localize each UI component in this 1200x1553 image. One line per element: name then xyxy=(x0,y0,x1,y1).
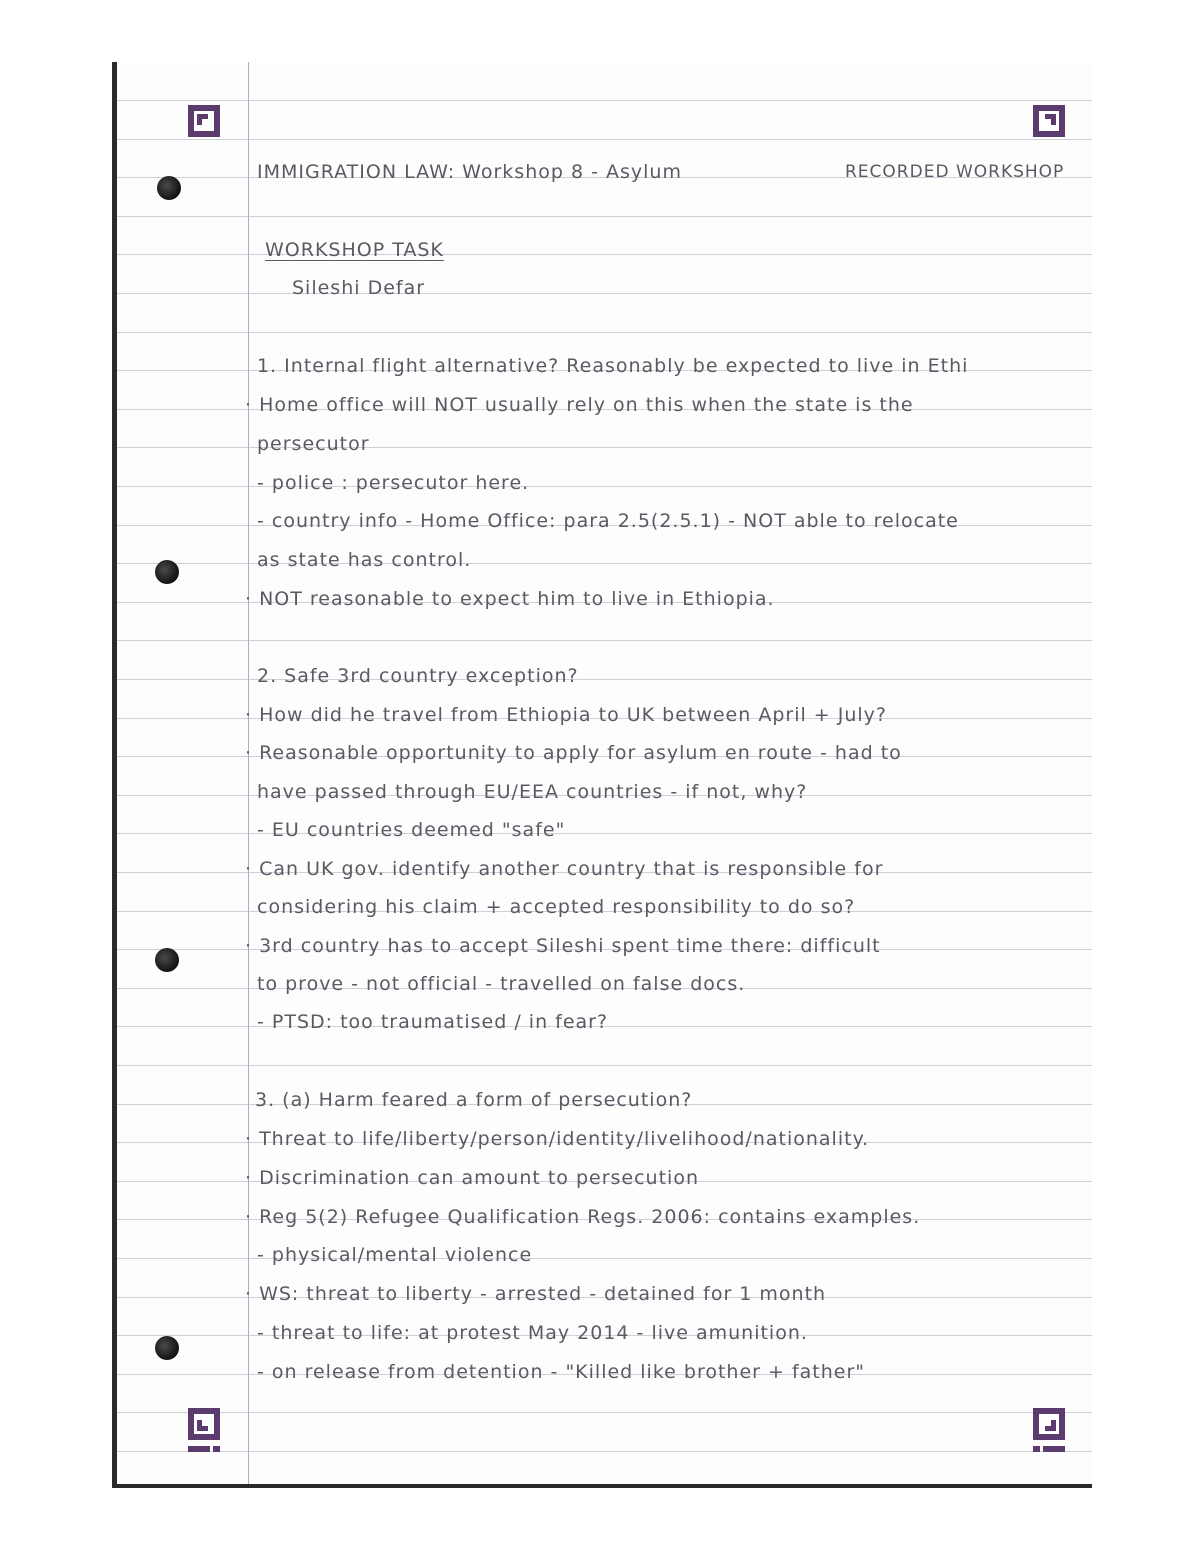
ruled-line xyxy=(117,1451,1092,1452)
note-line: persecutor xyxy=(257,433,370,455)
note-line: - threat to life: at protest May 2014 - live amunition. xyxy=(257,1322,808,1344)
note-line: · Threat to life/liberty/person/identity/livelihood/nationality. xyxy=(245,1128,870,1150)
note-line: to prove - not official - travelled on false docs. xyxy=(257,973,746,995)
margin-line xyxy=(248,62,249,1484)
note-line: · WS: threat to liberty - arrested - detained for 1 month xyxy=(245,1283,827,1305)
ruled-line xyxy=(117,1412,1092,1413)
note-line: 3. (a) Harm feared a form of persecution? xyxy=(255,1089,693,1111)
page-title: IMMIGRATION LAW: Workshop 8 - Asylum xyxy=(257,161,682,183)
note-line: · How did he travel from Ethiopia to UK between April + July? xyxy=(245,704,888,726)
note-line: · Home office will NOT usually rely on this when the state is the xyxy=(245,394,914,416)
note-line: · Reasonable opportunity to apply for asylum en route - had to xyxy=(245,742,902,764)
note-line: - country info - Home Office: para 2.5(2.5.1) - NOT able to relocate xyxy=(257,510,959,532)
note-line: considering his claim + accepted responsibility to do so? xyxy=(257,896,856,918)
note-line: - police : persecutor here. xyxy=(257,472,530,494)
note-line: have passed through EU/EEA countries - if not, why? xyxy=(257,781,808,803)
note-line: - PTSD: too traumatised / in fear? xyxy=(257,1011,609,1033)
note-line: · NOT reasonable to expect him to live in Ethiopia. xyxy=(245,588,775,610)
corner-marker-bottom-left-icon xyxy=(188,1408,220,1454)
punch-hole-icon xyxy=(157,176,181,200)
notebook-page xyxy=(112,62,1092,1488)
ruled-line xyxy=(117,1065,1092,1066)
note-line: · Reg 5(2) Refugee Qualification Regs. 2006: contains examples. xyxy=(245,1206,921,1228)
ruled-line xyxy=(117,640,1092,641)
note-line: - physical/mental violence xyxy=(257,1244,533,1266)
punch-hole-icon xyxy=(155,948,179,972)
punch-hole-icon xyxy=(155,1336,179,1360)
note-line: · Can UK gov. identify another country that is responsible for xyxy=(245,858,884,880)
corner-marker-top-left-icon xyxy=(188,105,220,137)
corner-marker-bottom-right-icon xyxy=(1033,1408,1065,1454)
note-line: as state has control. xyxy=(257,549,472,571)
note-line: - EU countries deemed "safe" xyxy=(257,819,566,841)
note-line: 2. Safe 3rd country exception? xyxy=(257,665,579,687)
ruled-line xyxy=(117,293,1092,294)
punch-hole-icon xyxy=(155,560,179,584)
ruled-line xyxy=(117,332,1092,333)
corner-marker-top-right-icon xyxy=(1033,105,1065,137)
ruled-line xyxy=(117,254,1092,255)
ruled-line xyxy=(117,216,1092,217)
note-line: 1. Internal flight alternative? Reasonably be expected to live in Ethi xyxy=(257,355,969,377)
note-line: · Discrimination can amount to persecution xyxy=(245,1167,699,1189)
task-heading: WORKSHOP TASK xyxy=(265,239,444,261)
ruled-line xyxy=(117,139,1092,140)
note-line: · 3rd country has to accept Sileshi spent time there: difficult xyxy=(245,935,881,957)
note-line: - on release from detention - "Killed like brother + father" xyxy=(257,1361,866,1383)
task-name: Sileshi Defar xyxy=(292,277,426,299)
ruled-line xyxy=(117,100,1092,101)
recorded-label: RECORDED WORKSHOP xyxy=(845,162,1065,182)
